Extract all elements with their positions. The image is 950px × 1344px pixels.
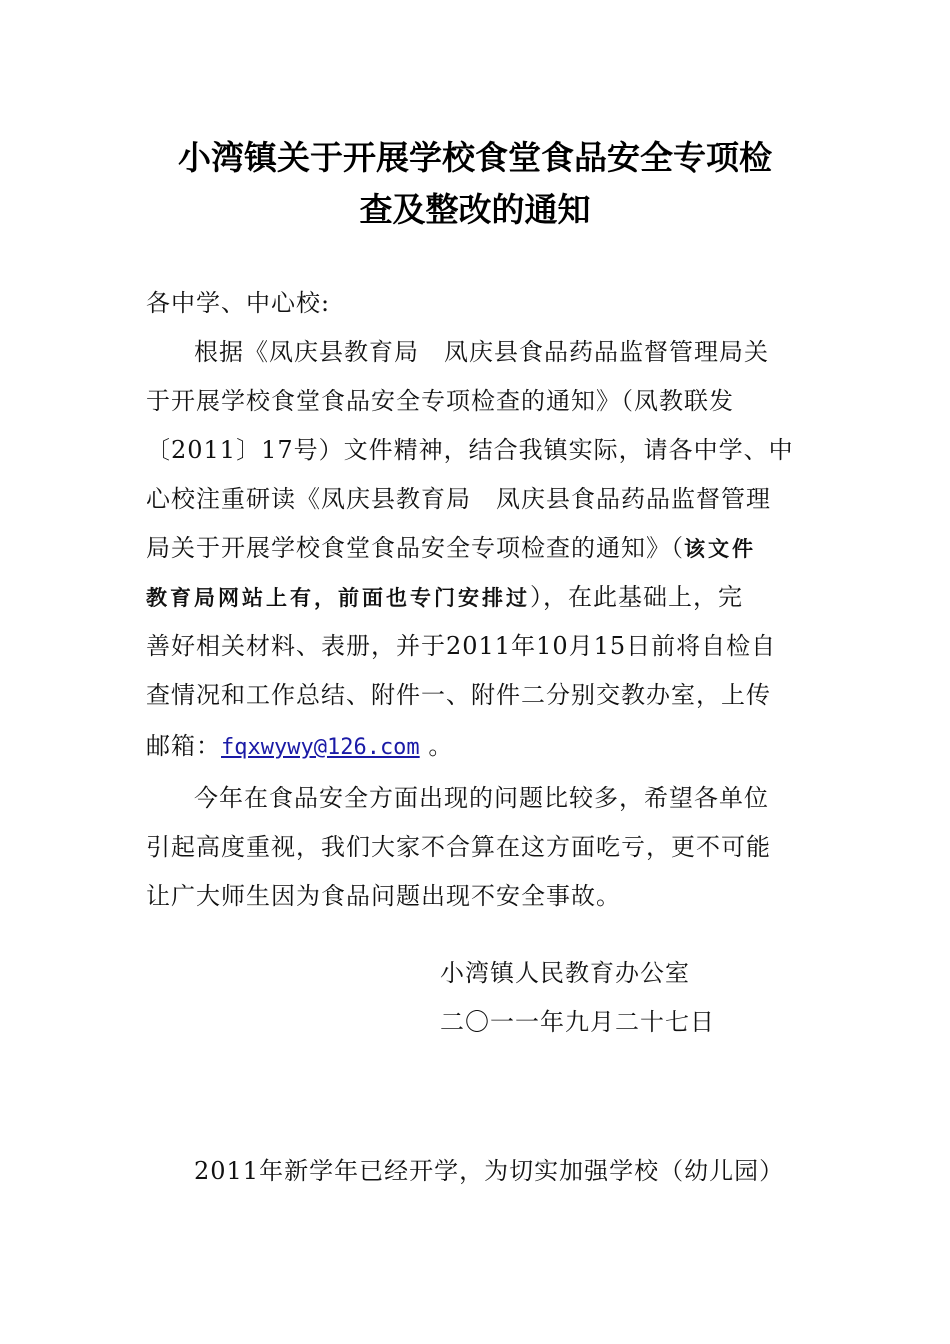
email-end-punctuation: 。 (419, 732, 454, 760)
signature-date: 二〇一一年九月二十七日 (440, 1008, 715, 1036)
paragraph-1-line-8: 查情况和工作总结、附件一、附件二分别交教办室，上传 (146, 681, 771, 709)
paragraph-1-line-5-text: 局关于开展学校食堂食品安全专项检查的通知》（ (146, 534, 684, 562)
paragraph-1-line-3: 〔2011〕17号）文件精神，结合我镇实际，请各中学、中 (146, 436, 794, 464)
paragraph-1-line-9 (146, 731, 453, 763)
paragraph-1-line-4: 心校注重研读《凤庆县教育局 凤庆县食品药品监督管理 (146, 485, 771, 513)
paragraph-1-line-1: 根据《凤庆县教育局 凤庆县食品药品监督管理局关 (194, 338, 769, 366)
salutation: 各中学、中心校: (146, 289, 331, 317)
emphasis-note-end: 教育局网站上有，前面也专门安排过 (146, 586, 530, 610)
paragraph-1-line-5 (146, 533, 756, 564)
email-link[interactable]: fqxwywy@126.com (221, 735, 420, 760)
next-section-line-1: 2011年新学年已经开学，为切实加强学校（幼儿园） (194, 1157, 785, 1185)
paragraph-1-line-6-text: ），在此基础上，完 (530, 583, 743, 611)
signature-organization: 小湾镇人民教育办公室 (440, 959, 690, 987)
paragraph-1-line-7: 善好相关材料、表册，并于2011年10月15日前将自检自 (146, 632, 777, 660)
paragraph-1-line-6 (146, 582, 743, 613)
document-title-line-2: 查及整改的通知 (359, 190, 591, 229)
document-title-line-1: 小湾镇关于开展学校食堂食品安全专项检 (178, 138, 772, 177)
emphasis-note-start: 该文件 (684, 537, 756, 561)
email-label: 邮箱： (146, 732, 221, 760)
paragraph-2-line-2: 引起高度重视，我们大家不合算在这方面吃亏，更不可能 (146, 833, 771, 861)
paragraph-2-line-1: 今年在食品安全方面出现的问题比较多，希望各单位 (194, 784, 769, 812)
paragraph-1-line-2: 于开展学校食堂食品安全专项检查的通知》（凤教联发 (146, 387, 734, 415)
paragraph-2-line-3: 让广大师生因为食品问题出现不安全事故。 (146, 882, 621, 910)
